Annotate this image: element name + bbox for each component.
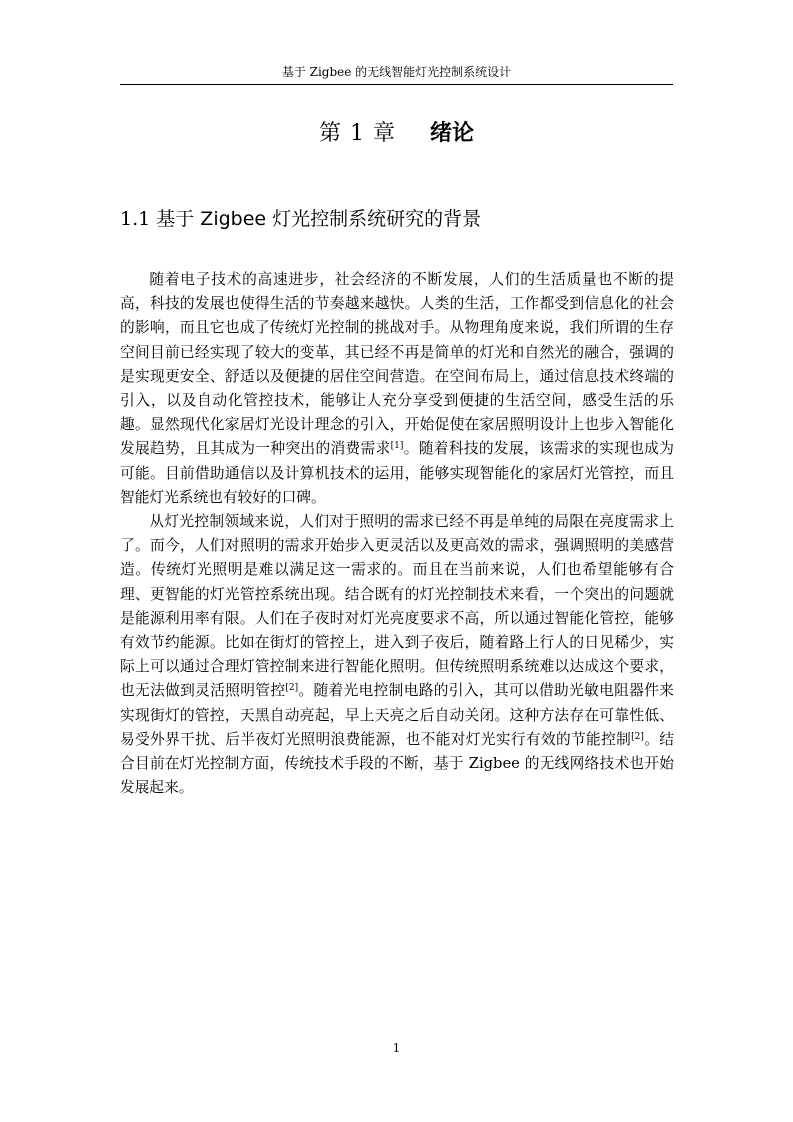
page-number: 1	[392, 1041, 401, 1055]
chapter-number: 第 1 章	[319, 121, 396, 146]
running-header: 基于 Zigbee 的无线智能灯光控制系统设计	[281, 65, 512, 79]
citation-ref: [1]	[390, 441, 404, 452]
citation-ref: [2]	[285, 683, 299, 694]
paragraph-text: 。结合目前在灯光控制方面，传统技术手段的不断，基于 Zigbee 的无线网络技术也开始发展起来。	[120, 730, 674, 797]
header-rule	[120, 84, 673, 85]
paragraph	[120, 268, 674, 510]
paragraph-text: 。随着光电控制电路的引入，其可以借助光敏电阻器件来实现街灯的管控，天黑自动亮起，早上天亮之后自动关闭。这种方法存在可靠性低、易受外界干扰、后半夜灯光照明浪费能源，也不能对灯光实行有效的节能控制	[120, 682, 674, 748]
body-text	[120, 268, 674, 800]
chapter-name: 绪论	[429, 121, 474, 146]
paragraph-text: 从灯光控制领域来说，人们对于照明的需求已经不再是单纯的局限在亮度需求上了。而今，人们对照明的需求开始步入更灵活以及更高效的需求，强调照明的美感营造。传统灯光照明是难以满足这一需求的。而且在当前来说，人们也希望能够有合理、更智能的灯光管控系统出现。结合既有的灯光控制技术来看，一个突出的问题就是能源利用率有限。人们在子夜时对灯光亮度要求不高，所以通过智能化管控，能够有效节约能源。比如在街灯的管控上，进入到子夜后，随着路上行人的日见稀少，实际上可以通过合理灯管控制来进行智能化照明。但传统照明系统难以达成这个要求，也无法做到灵活照明管控	[120, 513, 674, 700]
paragraph-text: 随着电子技术的高速进步，社会经济的不断发展，人们的生活质量也不断的提高，科技的发展也使得生活的节奏越来越快。人类的生活，工作都受到信息化的社会的影响，而且它也成了传统灯光控制的挑战对手。从物理角度来说，我们所谓的生存空间目前已经实现了较大的变革，其已经不再是简单的灯光和自然光的融合，强调的是实现更安全、舒适以及便捷的居住空间营造。在空间布局上，通过信息技术终端的引入，以及自动化管控技术，能够让人充分享受到便捷的生活空间，感受生活的乐趣。显然现代化家居灯光设计理念的引入，开始促使在家居照明设计上也步入智能化发展趋势，且其成为一种突出的消费需求	[120, 271, 674, 458]
paragraph	[120, 510, 674, 800]
chapter-title	[120, 118, 673, 150]
section-number: 1.1	[120, 208, 151, 230]
section-heading	[120, 204, 673, 234]
paragraph-text: 。随着科技的发展，该需求的实现也成为可能。目前借助通信以及计算机技术的运用，能够实现智能化的家居灯光管控，而且智能灯光系统也有较好的口碑。	[120, 440, 674, 506]
section-name: 基于 Zigbee 灯光控制系统研究的背景	[156, 208, 482, 230]
citation-ref: [2]	[631, 731, 644, 742]
